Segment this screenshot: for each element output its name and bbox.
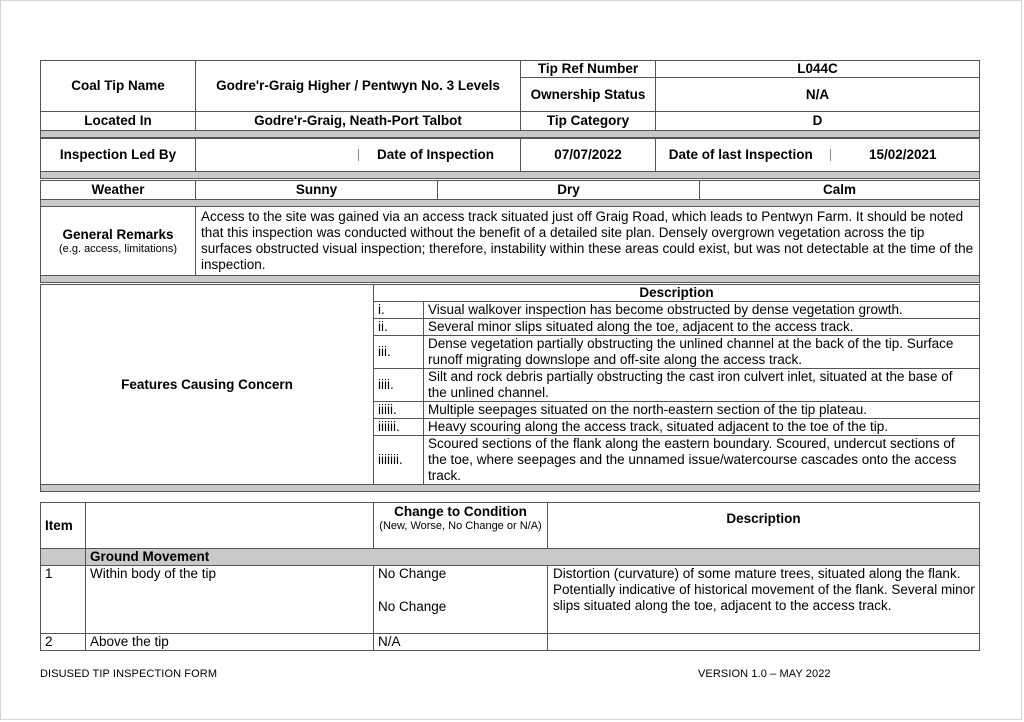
row-change: No Change <box>378 566 447 581</box>
row-label: Above the tip <box>86 634 374 651</box>
feature-text: Scoured sections of the flank along the eastern boundary. Scoured, undercut sections of the toe, where seepages and the unnamed issue/watercourse cascades onto the access track. <box>424 436 980 485</box>
coal-tip-name-label: Coal Tip Name <box>41 61 196 112</box>
feature-text: Dense vegetation partially obstructing the unlined channel at the back of the tip. Surface runoff migrating downslope and off-site along the access track. <box>424 336 980 369</box>
weather-value-1: Sunny <box>196 181 438 200</box>
row-num: 1 <box>41 566 86 634</box>
feature-text: Silt and rock debris partially obstructing the cast iron culvert inlet, situated at the base of the unlined channel. <box>424 369 980 402</box>
header-table <box>40 60 980 138</box>
features-label: Features Causing Concern <box>41 285 374 485</box>
item-header: Item <box>41 503 86 549</box>
tip-ref-value: L044C <box>656 61 980 78</box>
separator <box>41 172 980 179</box>
section-spacer <box>41 549 86 566</box>
ownership-value: N/A <box>656 78 980 112</box>
inspection-date-value: 07/07/2022 <box>521 139 656 172</box>
feature-num: iii. <box>374 336 424 369</box>
footer-left: DISUSED TIP INSPECTION FORM <box>40 668 218 680</box>
row-change: No Change <box>378 599 447 614</box>
located-label: Located In <box>41 112 196 131</box>
remarks-table <box>40 206 980 283</box>
feature-num: ii. <box>374 319 424 336</box>
feature-text: Visual walkover inspection has become obstructed by dense vegetation growth. <box>424 302 980 319</box>
change-header: Change to Condition <box>394 504 527 519</box>
feature-num: iiii. <box>374 369 424 402</box>
feature-num: iiiii. <box>374 402 424 419</box>
inspection-date-label: Date of Inspection <box>376 147 494 162</box>
feature-text: Several minor slips situated along the toe, adjacent to the access track. <box>424 319 980 336</box>
feature-num: iiiiiii. <box>374 436 424 485</box>
row-description: Distortion (curvature) of some mature trees, situated along the flank. Potentially indicative of historical movement of the flank. Several minor slips situated along the toe, adjacent to the access track. <box>548 566 980 634</box>
condition-description-header: Description <box>548 503 980 549</box>
weather-value-2: Dry <box>438 181 700 200</box>
item-label-header <box>86 503 374 549</box>
category-label: Tip Category <box>521 112 656 131</box>
condition-table <box>40 502 980 651</box>
change-subheader: (New, Worse, No Change or N/A) <box>379 520 542 532</box>
remarks-sublabel: (e.g. access, limitations) <box>59 242 177 255</box>
inspection-led-label: Inspection Led By <box>41 139 196 172</box>
features-table <box>40 284 980 492</box>
separator <box>41 276 980 283</box>
located-value: Godre'r-Graig, Neath-Port Talbot <box>196 112 521 131</box>
feature-num: i. <box>374 302 424 319</box>
remarks-label: General Remarks <box>62 226 174 242</box>
section-ground-movement: Ground Movement <box>86 549 980 566</box>
weather-label: Weather <box>41 181 196 200</box>
row-change: N/A <box>374 634 548 651</box>
weather-value-3: Calm <box>700 181 980 200</box>
row-label: Within body of the tip <box>86 566 374 634</box>
features-description-header: Description <box>374 285 980 302</box>
last-inspection-value: 15/02/2021 <box>868 147 937 162</box>
feature-text: Heavy scouring along the access track, situated adjacent to the toe of the tip. <box>424 419 980 436</box>
cell-divider <box>830 149 831 161</box>
ownership-label: Ownership Status <box>521 78 656 112</box>
category-value: D <box>656 112 980 131</box>
weather-table <box>40 180 980 207</box>
separator <box>41 485 980 492</box>
row-num: 2 <box>41 634 86 651</box>
tip-ref-label: Tip Ref Number <box>521 61 656 78</box>
feature-num: iiiiii. <box>374 419 424 436</box>
row-description <box>548 634 980 651</box>
feature-text: Multiple seepages situated on the north-eastern section of the tip plateau. <box>424 402 980 419</box>
inspection-led-value <box>196 139 351 172</box>
separator <box>41 131 980 138</box>
last-inspection-label: Date of last Inspection <box>656 139 826 172</box>
cell-divider <box>358 149 359 161</box>
inspection-table <box>40 138 980 179</box>
remarks-text: Access to the site was gained via an access track situated just off Graig Road, which leads to Pentwyn Farm. It should be noted that this inspection was conducted without the benefit of a detailed site plan. Densely overgrown vegetation across the tip surfaces obstructed visual inspection; therefore, instability within these areas could exist, but was not detectable at the time of the inspection. <box>196 207 980 276</box>
coal-tip-name: Godre'r-Graig Higher / Pentwyn No. 3 Levels <box>196 61 521 112</box>
footer-right: VERSION 1.0 – MAY 2022 <box>698 668 831 680</box>
